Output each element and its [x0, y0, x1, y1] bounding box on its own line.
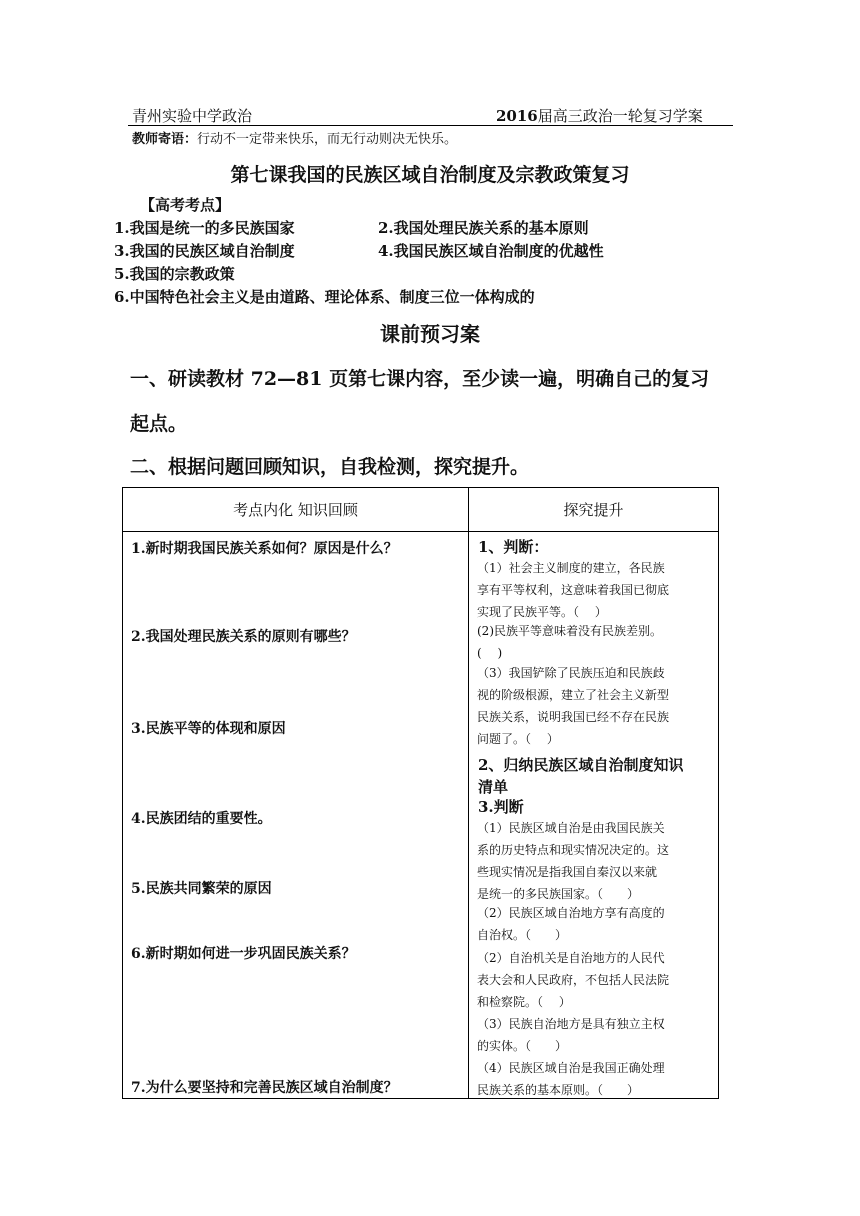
- judge-line: （3）民族自治地方是具有独立主权: [477, 1017, 665, 1031]
- judge-item: [477, 1057, 711, 1101]
- exam-point: 1.我国是统一的多民族国家: [114, 219, 295, 237]
- judge-line: 系的历史特点和现实情况决定的。这: [477, 843, 670, 857]
- judge-item: [477, 1013, 711, 1057]
- judge-line: 的实体。（ ）: [477, 1039, 568, 1053]
- exam-point: 6.中国特色社会主义是由道路、理论体系、制度三位一体构成的: [114, 288, 535, 306]
- judge-line: 自治权。（ ）: [477, 928, 568, 942]
- exam-point: 2.我国处理民族关系的基本原则: [378, 219, 589, 237]
- header-plan-text: 届高三政治一轮复习学案: [537, 107, 703, 125]
- judge-line: （4）民族区域自治是我国正确处理: [477, 1061, 665, 1075]
- question-item: 4.民族团结的重要性。: [131, 811, 272, 827]
- header-plan: [496, 105, 703, 126]
- page-title: 第七课我国的民族区域自治制度及宗教政策复习: [230, 164, 630, 186]
- judge-line: 表大会和人民政府，不包括人民法院: [477, 973, 670, 987]
- summary-line: 清单: [478, 778, 509, 796]
- question-item: 6.新时期如何进一步巩固民族关系？: [131, 946, 356, 962]
- judge-line: (2)民族平等意味着没有民族差别。: [477, 624, 662, 638]
- motto-text: 行动不一定带来快乐，而无行动则决无快乐。: [197, 132, 458, 147]
- judge-line: 民族关系的基本原则。（ ）: [477, 1083, 640, 1097]
- judge-line: 民族关系，说明我国已经不存在民族: [477, 710, 670, 724]
- judge-item: [477, 947, 711, 1013]
- judge-line: 和检察院。（ ）: [477, 995, 571, 1009]
- judge-line: 是统一的多民族国家。（ ）: [477, 887, 640, 901]
- step-one-line1: 一、研读教材 72—81 页第七课内容，至少读一遍，明确自己的复习: [130, 368, 710, 390]
- teacher-motto: [132, 128, 457, 147]
- judge-line: （2）自治机关是自治地方的人民代: [477, 951, 665, 965]
- motto-label: 教师寄语：: [132, 132, 198, 147]
- review-table: [122, 487, 719, 1099]
- summary-task: [478, 754, 712, 798]
- question-item: 2.我国处理民族关系的原则有哪些？: [131, 629, 356, 645]
- question-item: 5.民族共同繁荣的原因: [131, 881, 272, 897]
- section-title: 课前预习案: [380, 322, 480, 346]
- questions-cell: [123, 532, 469, 1099]
- judge-item: [477, 902, 711, 946]
- judge-line: （3）我国铲除了民族压迫和民族歧: [477, 666, 665, 680]
- judge-line: 享有平等权利，这意味着我国已彻底: [477, 583, 670, 597]
- table-header-explore: 探究提升: [469, 488, 719, 532]
- question-item: 7.为什么要坚持和完善民族区域自治制度？: [131, 1080, 398, 1096]
- question-item: 3.民族平等的体现和原因: [131, 721, 286, 737]
- judge-line: （1）社会主义制度的建立，各民族: [477, 561, 665, 575]
- judge-line: 问题了。（ ）: [477, 732, 559, 746]
- exam-point: 3.我国的民族区域自治制度: [114, 242, 295, 260]
- header-divider: [128, 125, 733, 126]
- judge-item: [477, 620, 711, 664]
- judge-item: [477, 557, 711, 623]
- explore-cell: [469, 532, 719, 1099]
- judge-line: （2）民族区域自治地方享有高度的: [477, 906, 665, 920]
- exam-point: 5.我国的宗教政策: [114, 265, 235, 283]
- question-item: 1.新时期我国民族关系如何？原因是什么？: [131, 541, 398, 557]
- step-one-line2: 起点。: [130, 413, 188, 435]
- judge-item: [477, 817, 711, 905]
- judge-line: 视的阶级根源，建立了社会主义新型: [477, 688, 670, 702]
- judge-title: 1、判断：: [478, 538, 549, 556]
- judge-line: ( ): [477, 646, 503, 660]
- summary-line: 2、归纳民族区域自治制度知识: [478, 756, 684, 774]
- table-header-review: 考点内化 知识回顾: [123, 488, 469, 532]
- judge-item: [477, 662, 711, 750]
- judge-line: 些现实情况是指我国自秦汉以来就: [477, 865, 658, 879]
- exam-point: 4.我国民族区域自治制度的优越性: [378, 242, 604, 260]
- judge3-title: 3.判断: [478, 798, 524, 816]
- header-year: 2016: [496, 107, 538, 125]
- exam-points-heading: 【高考考点】: [140, 196, 231, 214]
- judge-line: （1）民族区域自治是由我国民族关: [477, 821, 665, 835]
- header-school: 青州实验中学政治: [132, 107, 253, 125]
- judge-line: 实现了民族平等。（ ）: [477, 605, 607, 619]
- step-two: 二、根据问题回顾知识，自我检测，探究提升。: [130, 456, 530, 478]
